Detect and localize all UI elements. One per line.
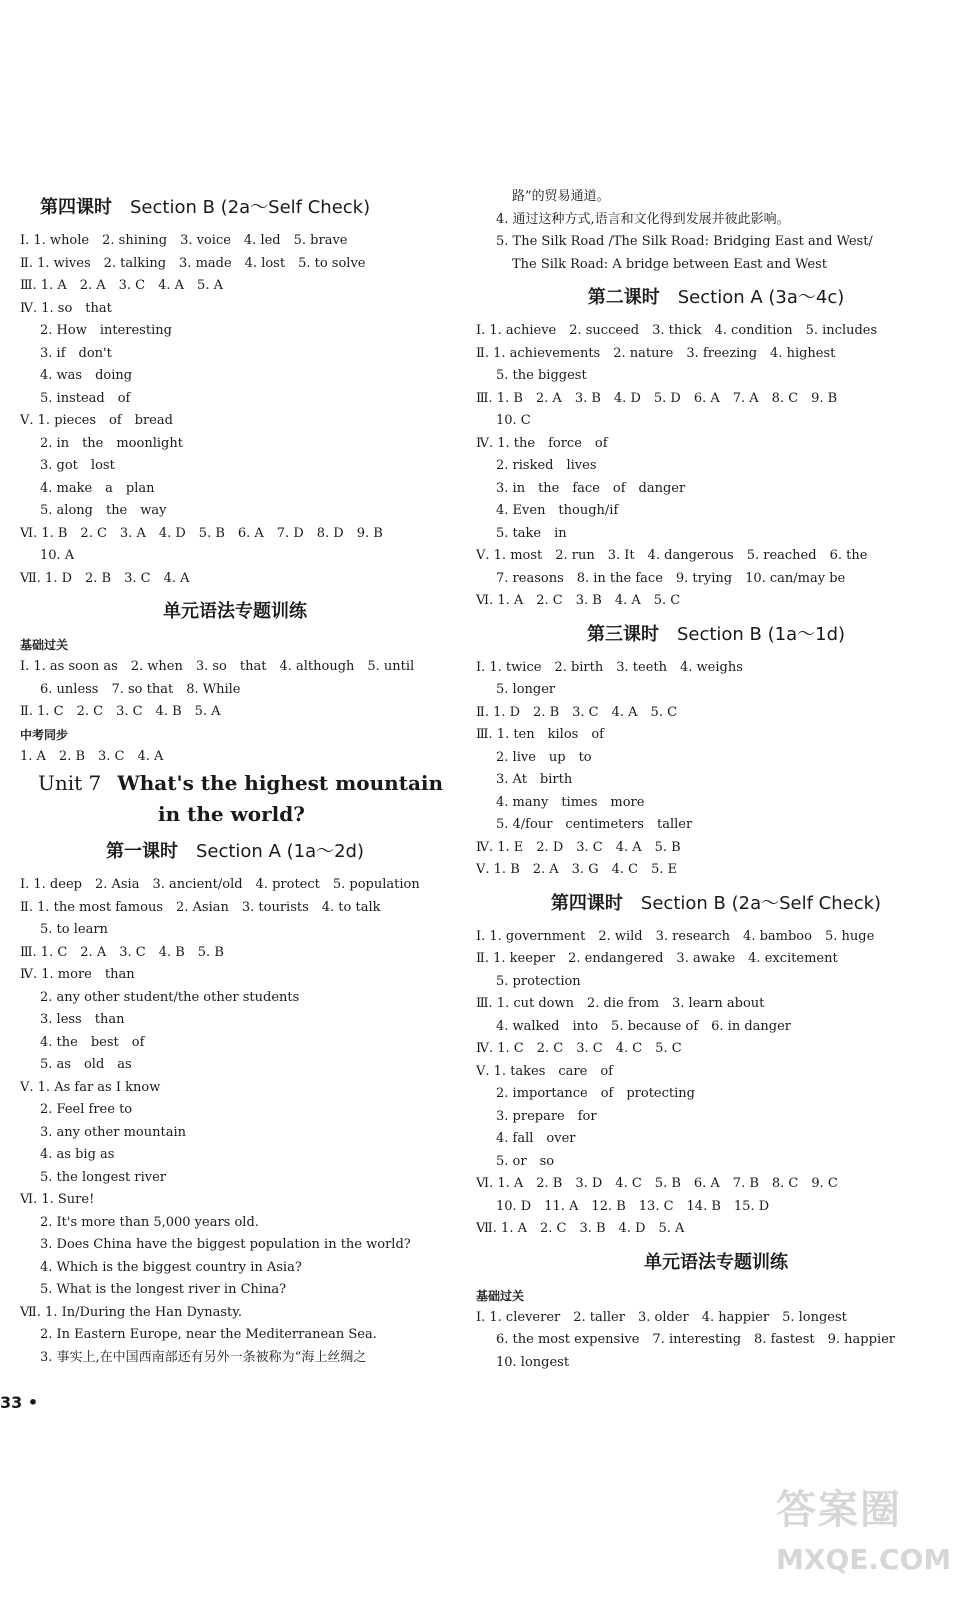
answer-line: 2. importance of protecting [496,1086,695,1101]
answer-line: 2. any other student/the other students [40,989,300,1005]
answer-line: Ⅴ. 1. pieces of bread [20,413,173,428]
right-column [476,186,956,1374]
answer-line: Ⅴ. 1. As far as I know [20,1079,161,1095]
answer-line: Ⅶ. 1. D 2. B 3. C 4. A [20,570,190,586]
answer-line: Ⅱ. 1. D 2. B 3. C 4. A 5. C [476,704,678,720]
answer-line: 4. Even though/if [496,503,619,518]
grammar-heading: 单元语法专题训练 [644,1251,788,1273]
answer-line: 4. make a plan [40,480,155,496]
answer-line: 2. risked lives [496,458,597,473]
answer-line: 5. the longest river [40,1169,166,1185]
unit-number: Unit 7 [38,771,102,795]
answer-line: Ⅳ. 1. the force of [476,435,608,451]
answer-line: Ⅰ. 1. deep 2. Asia 3. ancient/old 4. protect 5. population [20,877,420,892]
lesson-heading [20,830,450,874]
subheading: 基础过关 [20,638,69,652]
answer-line: 5. What is the longest river in China? [40,1282,287,1297]
answer-line: Ⅰ. 1. achieve 2. succeed 3. thick 4. condition 5. includes [476,323,878,338]
answer-line: Ⅵ. 1. Sure! [20,1192,95,1207]
answer-line: 10. C [496,413,531,428]
answer-line: 6. unless 7. so that 8. While [40,681,241,697]
answer-line: Ⅱ. 1. C 2. C 3. C 4. B 5. A [20,704,221,719]
answer-line: 2. in the moonlight [40,435,183,451]
answer-line: The Silk Road: A bridge between East and West [512,256,827,272]
answer-line: 3. Does China have the biggest population in the world? [40,1237,411,1252]
answer-line: 2. How interesting [40,323,172,338]
watermark-url: MXQE.COM [776,1543,952,1576]
answer-line: Ⅵ. 1. B 2. C 3. A 4. D 5. B 6. A 7. D 8. D 9. B [20,525,383,541]
answer-line: 2. In Eastern Europe, near the Mediterranean Sea. [40,1327,377,1342]
answer-line: 3. At birth [496,772,573,787]
unit-title [20,768,450,830]
answer-line: Ⅵ. 1. A 2. C 3. B 4. A 5. C [476,593,681,608]
lesson-heading [20,186,450,230]
answer-line: Ⅲ. 1. C 2. A 3. C 4. B 5. B [20,944,224,960]
answer-line: 5. 4/four centimeters taller [496,817,693,832]
answer-line: 4. fall over [496,1131,576,1146]
answer-line: 3. if don't [40,345,112,361]
answer-line: Ⅵ. 1. A 2. B 3. D 4. C 5. B 6. A 7. B 8. C 9. C [476,1176,838,1191]
answer-line: 7. reasons 8. in the face 9. trying 10. can/may be [496,570,846,586]
lesson-title: 第三课时 [586,623,659,645]
answer-line: Ⅲ. 1. A 2. A 3. C 4. A 5. A [20,278,223,293]
answer-line: 1. A 2. B 3. C 4. A [20,748,164,764]
answer-line: 4. was doing [40,368,133,383]
answer-line: 3. 事实上,在中国西南部还有另外一条被称为“海上丝绸之 [40,1349,367,1365]
answer-line: 4. Which is the biggest country in Asia? [40,1259,302,1275]
answer-line: 10. D 11. A 12. B 13. C 14. B 15. D [496,1198,770,1214]
answer-line: 10. A [40,548,75,563]
answer-line: 5. instead of [40,390,131,406]
answer-line: Ⅲ. 1. ten kilos of [476,727,604,742]
answer-line: 5. take in [496,525,567,541]
answer-line: Ⅰ. 1. as soon as 2. when 3. so that 4. although 5. until [20,659,415,674]
answer-line: 5. The Silk Road /The Silk Road: Bridging East and West/ [496,234,873,249]
answer-line: 5. along the way [40,503,167,518]
watermark-logo [776,1480,956,1590]
answer-line: Ⅳ. 1. C 2. C 3. C 4. C 5. C [476,1041,682,1056]
lesson-title: 第四课时 [40,197,112,218]
answer-line: 4. walked into 5. because of 6. in danger [496,1018,792,1034]
lesson-section: Section B (2a～Self Check) [640,892,882,914]
answer-line: 6. the most expensive 7. interesting 8. fastest 9. happier [496,1332,896,1347]
answer-line: Ⅴ. 1. takes care of [476,1063,613,1079]
subheading: 基础过关 [476,1288,525,1303]
lesson-section: Section B (1a～1d) [676,623,846,645]
answer-line: 5. as old as [40,1057,132,1072]
answer-line: Ⅰ. 1. whole 2. shining 3. voice 4. led 5. brave [20,233,348,248]
subheading: 中考同步 [20,727,69,742]
unit-title-line1: What's the highest mountain [117,771,444,795]
answer-line: 2. It's more than 5,000 years old. [40,1214,259,1230]
answer-line: Ⅱ. 1. wives 2. talking 3. made 4. lost 5. to solve [20,255,366,271]
answer-line: 2. Feel free to [40,1102,133,1117]
answer-line: Ⅰ. 1. twice 2. birth 3. teeth 4. weighs [476,659,743,675]
answer-line: Ⅱ. 1. achievements 2. nature 3. freezing 4. highest [476,345,836,361]
answer-line: Ⅱ. 1. the most famous 2. Asian 3. tourists 4. to talk [20,899,381,915]
answer-line: Ⅴ. 1. most 2. run 3. It 4. dangerous 5. reached 6. the [476,548,868,563]
answer-line: Ⅰ. 1. cleverer 2. taller 3. older 4. happier 5. longest [476,1309,847,1325]
left-column [20,186,450,1369]
lesson-section: Section B (2a～Self Check) [130,197,371,218]
answer-line: 3. got lost [40,458,115,473]
page-number: 33 • [0,1393,39,1412]
answer-line: Ⅶ. 1. A 2. C 3. B 4. D 5. A [476,1221,685,1236]
answer-line: 10. longest [496,1354,570,1370]
lesson-heading [476,613,956,657]
answer-line: 5. the biggest [496,368,587,383]
answer-line: Ⅳ. 1. more than [20,967,135,982]
answer-line: Ⅲ. 1. cut down 2. die from 3. learn about [476,996,765,1011]
answer-line: 路”的贸易通道。 [512,189,610,204]
answer-line: Ⅱ. 1. keeper 2. endangered 3. awake 4. excitement [476,951,838,966]
answer-line: 3. prepare for [496,1108,597,1124]
answer-line: 4. as big as [40,1147,115,1162]
answer-line: Ⅳ. 1. E 2. D 3. C 4. A 5. B [476,839,681,855]
answer-line: 5. or so [496,1153,555,1169]
grammar-heading: 单元语法专题训练 [163,601,307,622]
answer-line: 4. the best of [40,1034,145,1050]
answer-line: 5. longer [496,682,556,697]
answer-line: 5. to learn [40,922,108,937]
lesson-section: Section A (3a～4c) [677,287,845,308]
answer-line: 3. any other mountain [40,1124,187,1140]
answer-line: 5. protection [496,973,581,989]
answer-line: 3. in the face of danger [496,480,686,496]
answer-line: Ⅶ. 1. In/During the Han Dynasty. [20,1304,243,1320]
lesson-heading [476,882,956,926]
answer-line: 4. 通过这种方式,语言和文化得到发展并彼此影响。 [496,211,790,227]
lesson-title: 第四课时 [550,892,623,914]
answer-line: Ⅴ. 1. B 2. A 3. G 4. C 5. E [476,862,678,877]
answer-line: 4. many times more [496,794,645,810]
answer-line: Ⅳ. 1. so that [20,300,112,316]
lesson-title: 第一课时 [105,841,178,862]
watermark-text: 答案圈 [776,1487,902,1533]
answer-line: 2. live up to [496,749,592,765]
answer-line: Ⅰ. 1. government 2. wild 3. research 4. bamboo 5. huge [476,928,875,944]
lesson-section: Section A (1a～2d) [195,841,365,862]
lesson-heading [476,276,956,320]
answer-line: 3. less than [40,1012,125,1027]
lesson-title: 第二课时 [587,287,660,308]
unit-title-line2: in the world? [158,802,305,826]
answer-line: Ⅲ. 1. B 2. A 3. B 4. D 5. D 6. A 7. A 8. C 9. B [476,390,838,406]
